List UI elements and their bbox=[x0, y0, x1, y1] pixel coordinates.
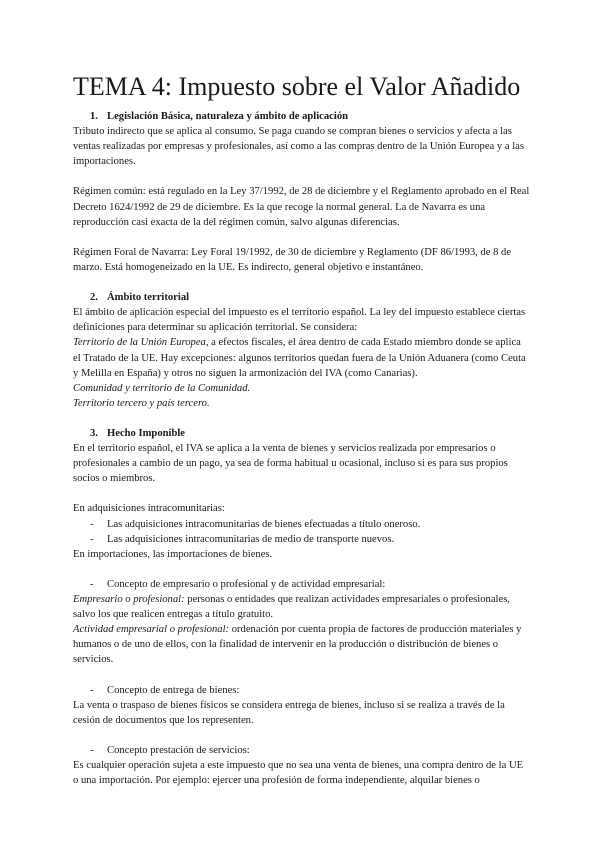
list-item-concepto-empresario bbox=[73, 577, 530, 592]
section-number: 2. bbox=[90, 292, 98, 304]
section-number: 1. bbox=[90, 111, 98, 122]
list-item-text: Las adquisiciones intracomunitarias de bienes efectuadas a título oneroso. bbox=[107, 518, 421, 530]
document-title: TEMA 4: Impuesto sobre el Valor Añadido bbox=[73, 72, 521, 101]
list-dash: - bbox=[90, 518, 94, 530]
section-heading-text: Hecho Imponible bbox=[107, 427, 185, 439]
paragraph: En el territorio español, el IVA se aplica a la venta de bienes y servicios realizada por empresarios o profesionales a cambio de un pago, ya sea de forma habitual u ocasional, incluso si es para sus propios socios o miembros. bbox=[73, 443, 508, 485]
paragraph bbox=[73, 622, 530, 667]
paragraph-text: ordenación por cuenta propia de factores de producción materiales y humanos o de uno de ellos, con la finalidad de intervenir en la producción o distribución de bienes o servicios. bbox=[73, 624, 522, 666]
paragraph-text: personas o entidades que realizan actividades empresariales o profesionales, salvo los que realicen entregas a título gratuito. bbox=[73, 594, 510, 621]
list-item bbox=[73, 532, 530, 547]
list-item-text: Concepto de entrega de bienes: bbox=[107, 684, 240, 696]
list-item-text: Concepto de empresario o profesional y de actividad empresarial: bbox=[107, 578, 386, 590]
section-heading-legislacion bbox=[73, 109, 530, 124]
italic-line: Territorio tercero y país tercero. bbox=[73, 397, 210, 409]
paragraph: En importaciones, las importaciones de bienes. bbox=[73, 548, 273, 560]
list-item-text: Las adquisiciones intracomunitarias de medio de transporte nuevos. bbox=[107, 533, 395, 545]
italic-line: Comunidad y territorio de la Comunidad. bbox=[73, 382, 251, 394]
list-item bbox=[73, 517, 530, 532]
paragraph: En adquisiciones intracomunitarias: bbox=[73, 503, 225, 515]
paragraph: Tributo indirecto que se aplica al consumo. Se paga cuando se compran bienes o servicios y afecta a las ventas realizadas por empresas y profesionales, así como a las compras dentro de la Unión Europea y a las importaciones. bbox=[73, 126, 524, 168]
paragraph: La venta o traspaso de bienes físicos se considera entrega de bienes, incluso si se realiza a través de la cesión de documentos que los representen. bbox=[73, 699, 505, 726]
italic-term: Territorio de la Unión Europea bbox=[73, 337, 206, 349]
list-item-text: Concepto prestación de servicios: bbox=[107, 744, 250, 756]
list-dash: - bbox=[90, 533, 94, 545]
list-item-concepto-entrega bbox=[73, 683, 530, 698]
list-dash: - bbox=[90, 744, 94, 756]
list-dash: - bbox=[90, 684, 94, 696]
paragraph-text: , a efectos fiscales, el área dentro de cada Estado miembro donde se aplica el Tratado de la UE. Hay excepciones: algunos territorios quedan fuera de la Unión Aduanera (como Ceuta y Melilla en España) y otros no siguen la armonización del IVA (como Canarias). bbox=[73, 337, 526, 379]
paragraph bbox=[73, 592, 530, 622]
paragraph: Es cualquier operación sujeta a este impuesto que no sea una venta de bienes, una compra dentro de la UE o una importación. Por ejemplo: ejercer una profesión de forma independiente, alquilar bienes o bbox=[73, 760, 524, 787]
section-heading-hecho-imponible bbox=[73, 426, 530, 441]
italic-term: Empresario o profesional: bbox=[73, 594, 185, 605]
italic-term: Actividad empresarial o profesional: bbox=[73, 624, 230, 636]
section-number: 3. bbox=[90, 427, 98, 439]
paragraph: Régimen común: está regulado en la Ley 37/1992, de 28 de diciembre y el Reglamento aprobado en el Real Decreto 1624/1992 de 29 de diciembre. Es la que recoge la normal general. La de Navarra es una reproducción casi exacta de la del régimen común, salvo algunas diferencias. bbox=[73, 186, 530, 228]
paragraph bbox=[73, 335, 530, 380]
paragraph: Régimen Foral de Navarra: Ley Foral 19/1992, de 30 de diciembre y Reglamento (DF 86/1993, de 8 de marzo. Está homogeneizado en la UE. Es indirecto, general objetivo e instantáneo. bbox=[73, 246, 512, 273]
paragraph: El ámbito de aplicación especial del impuesto es el territorio español. La ley del impuesto establece ciertas definiciones para determinar su aplicación territorial. Se considera: bbox=[73, 307, 526, 334]
list-dash: - bbox=[90, 578, 94, 590]
list-item-concepto-servicios bbox=[73, 743, 530, 758]
section-heading-ambito bbox=[73, 290, 530, 305]
section-heading-text: Legislación Básica, naturaleza y ámbito de aplicación bbox=[107, 111, 349, 122]
section-heading-text: Ámbito territorial bbox=[107, 292, 190, 304]
